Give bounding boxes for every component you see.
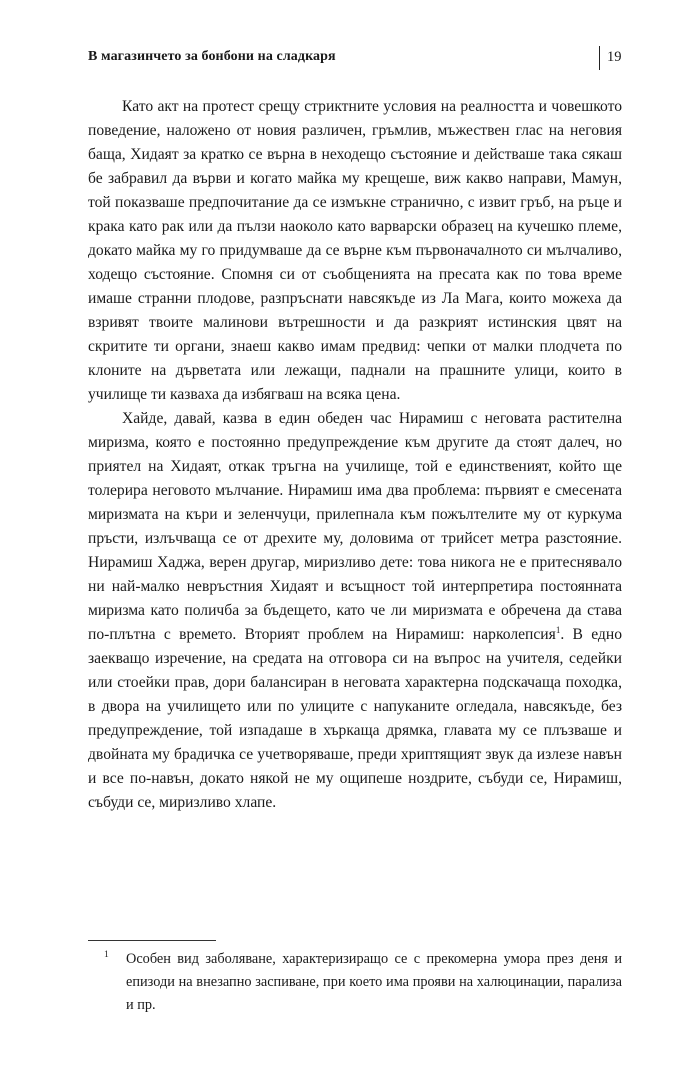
running-header [88, 46, 628, 72]
running-header-title: В магазинчето за бонбони на сладкаря [88, 49, 336, 64]
body-text [88, 95, 622, 815]
footnote-text: Особен вид заболяване, характеризиращо се с прекомерна умора през деня и епизоди на внезапно заспиване, при което има прояви на халюцинации, парализа и пр. [126, 951, 622, 1013]
paragraph-2-continuation: . В едно заекващо изречение, на средата на отговора си на въпрос на учителя, седейки или стоейки прав, дори балансиран в неговата характерна подскачаща походка, в двора на училището или по улиците с напуканите огледала, навсякъде, без предупреждение, той изпадаше в хъркаща дрямка, главата му се плъзваше и двойната му брадичка се учетворяваше, преди хриптящият звук да излезе навън и все по-навън, докато някой не му ощипеше ноздрите, събуди се, Нирамиш, събуди се, миризливо хлапе. [88, 626, 622, 811]
footnote [88, 948, 622, 1017]
paragraph-2-text: Хайде, давай, казва в един обеден час Нирамиш с неговата растителна миризма, която е постоянно предупреждение към другите да стоят далеч, но приятел на Хидаят, откак тръгна на училище, той е единственият, който ще толерира неговото мълчание. Нирамиш има два проблема: първият е смесената миризмата на къри и зеленчуци, прилепнала към пожълтелите му от куркума пръсти, излъчваща се от дрехите му, доловима от трийсет метра разстояние. Нирамиш Хаджа, верен другар, миризливо дете: това никога не е притеснявало ни най-малко невръстния Хидаят и всъщност той интерпретира постоянната миризма като поличба за бъдещето, като че ли миризмата е обречена да става по-плътна с времето. Вторият проблем на Нирамиш: нарколепсия [88, 410, 622, 643]
footnote-separator [88, 940, 216, 941]
header-divider [599, 46, 600, 70]
footnote-reference[interactable]: 1 [555, 624, 561, 635]
paragraph-2 [88, 407, 622, 815]
paragraph-1: Като акт на протест срещу стриктните условия на реалността и човешкото поведение, наложено от новия различен, гръмлив, мъжествен глас на неговия баща, Хидаят за кратко се върна в неходещо състояние и действаше така сякаш бе забравил да върви и когато майка му крещеше, виж какво направи, Мамун, той показваше предпочитание да се измъкне странично, с извит гръб, на ръце и крака като рак или да пълзи наоколо като варварски образец на кучешко племе, докато майка му го придумваше да се върне към първоначалното си мълчаливо, ходещо състояние. Спомня си от съобщенията на пресата как по това време имаше странни плодове, разпръснати навсякъде из Ла Мага, които можеха да взривят твоите малинови вътрешности и да разкрият истинския цвят на скритите ти органи, знаеш какво имам предвид: чепки от малки плодчета по клоните на дърветата или лежащи, паднали на прашните улици, които в училище ти казваха да избягваш на всяка цена. [88, 98, 622, 403]
footnote-marker: 1 [104, 950, 109, 960]
page-number: 19 [607, 49, 622, 65]
